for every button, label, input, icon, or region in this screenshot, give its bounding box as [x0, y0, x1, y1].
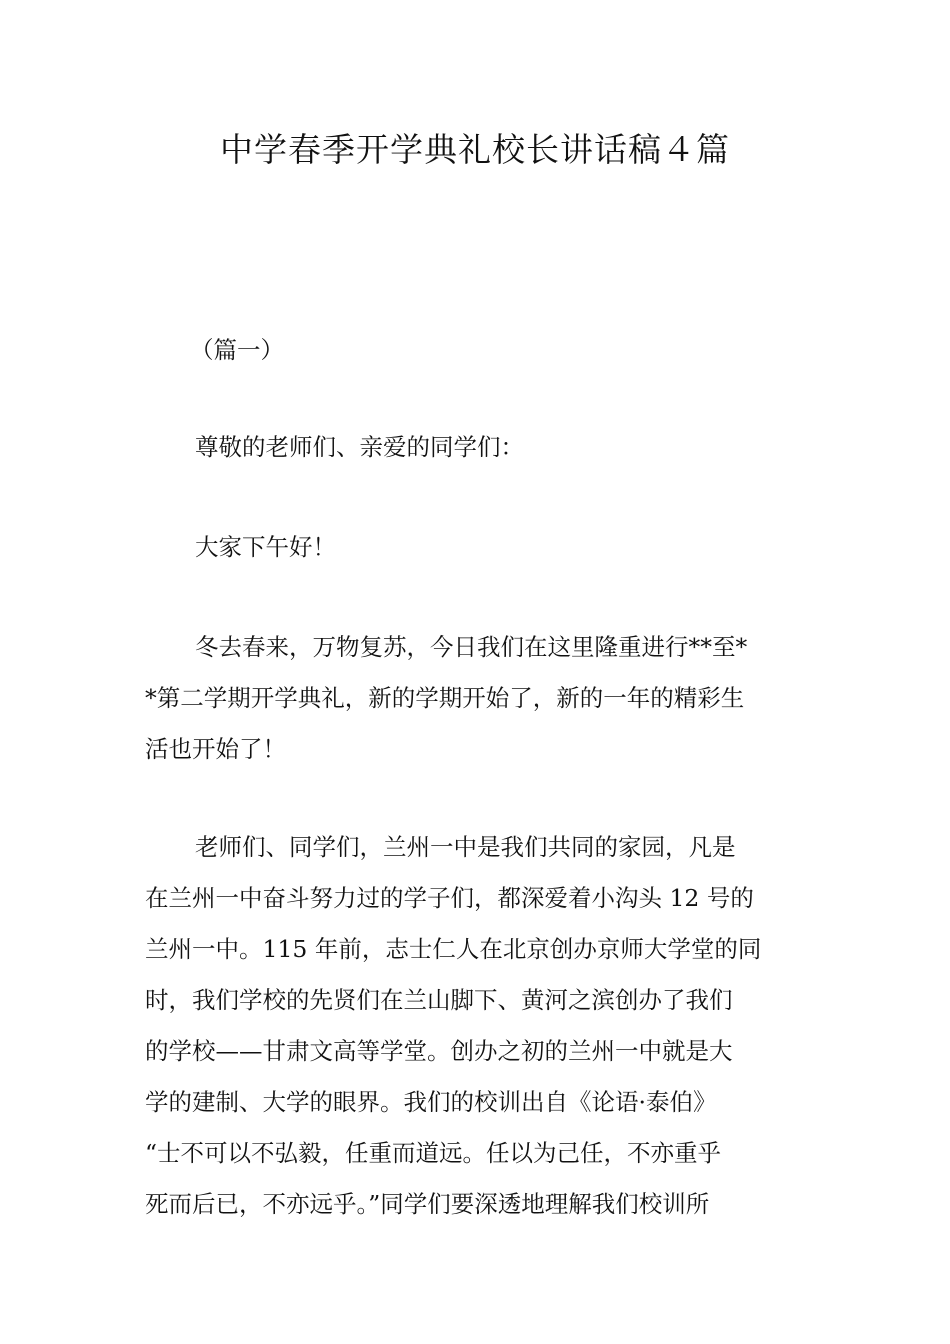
paragraph-line: *第二学期开学典礼，新的学期开始了，新的一年的精彩生	[145, 684, 745, 712]
paragraph-line: 活也开始了！	[145, 735, 286, 763]
salutation	[145, 422, 807, 473]
paragraph-line: 学的建制、大学的眼界。我们的校训出自《论语·泰伯》	[145, 1088, 717, 1116]
paragraph-line: 死而后已，不亦远乎。”同学们要深透地理解我们校训所	[145, 1190, 710, 1218]
paragraph-line: 的学校——甘肃文高等学堂。创办之初的兰州一中就是大	[145, 1037, 733, 1065]
paragraph-line: 冬去春来，万物复苏，今日我们在这里隆重进行**至*	[195, 633, 748, 661]
paragraph-line: 兰州一中。115 年前，志士仁人在北京创办京师大学堂的同	[145, 935, 762, 963]
section-label: （篇一）	[190, 336, 284, 364]
salutation-text: 尊敬的老师们、亲爱的同学们：	[195, 433, 524, 461]
document-title: 中学春季开学典礼校长讲话稿４篇	[220, 130, 730, 169]
paragraph-line: 老师们、同学们，兰州一中是我们共同的家园，凡是	[195, 833, 736, 861]
paragraph-line: 在兰州一中奋斗努力过的学子们，都深爱着小沟头 12 号的	[145, 884, 754, 912]
paragraph	[145, 622, 807, 775]
paragraph	[145, 822, 807, 1230]
greeting-text: 大家下午好！	[195, 533, 336, 561]
greeting	[145, 522, 807, 573]
paragraph-line: “士不可以不弘毅，任重而道远。任以为己任，不亦重乎	[145, 1139, 722, 1167]
paragraph-line: 时，我们学校的先贤们在兰山脚下、黄河之滨创办了我们	[145, 986, 733, 1014]
